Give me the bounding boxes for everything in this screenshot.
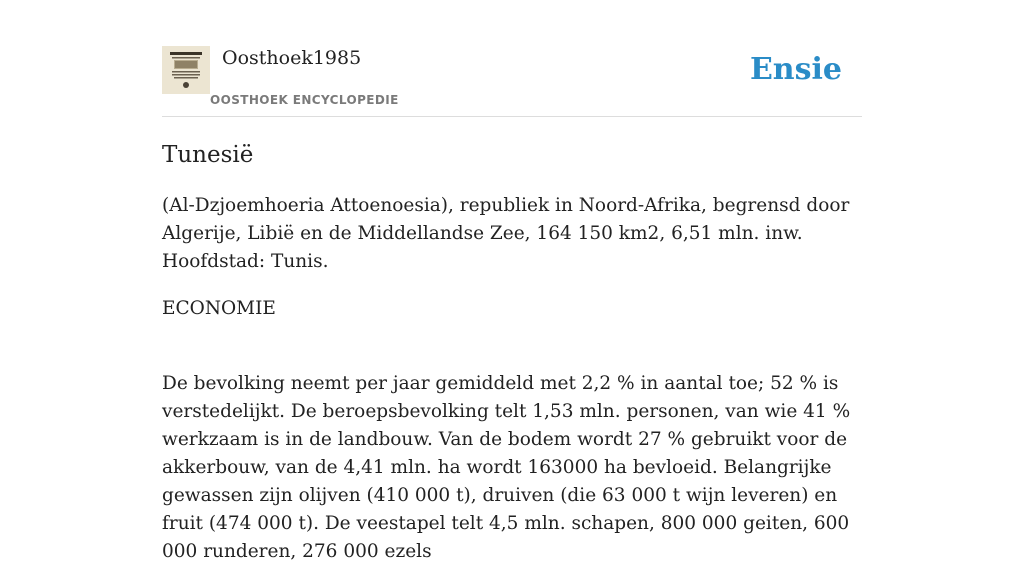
section-heading: ECONOMIE xyxy=(162,298,276,319)
book-cover-icon xyxy=(162,46,210,94)
ensie-logo[interactable]: Ensie xyxy=(749,52,842,87)
article-body xyxy=(162,192,862,585)
page-container xyxy=(162,0,862,562)
section-spacer xyxy=(162,342,862,370)
entry-header xyxy=(162,46,862,117)
source-label[interactable]: OOSTHOEK ENCYCLOPEDIE xyxy=(210,93,399,107)
intro-paragraph: (Al-Dzjoemhoeria Attoenoesia), republiek in Noord-Afrika, begrensd door Algerije, Libië en de Middellandse Zee, 164 150 km2, 6,51 mln. inw. Hoofdstad: Tunis. xyxy=(162,195,850,272)
page-title: Tunesië xyxy=(162,142,254,168)
author-username[interactable]: Oosthoek1985 xyxy=(222,47,362,69)
avatar[interactable] xyxy=(162,46,210,94)
section-paragraph: De bevolking neemt per jaar gemiddeld met 2,2 % in aantal toe; 52 % is verstedelijkt. De beroepsbevolking telt 1,53 mln. personen, van wie 41 % werkzaam is in de landbouw. Van de bodem wordt 27 % gebruikt voor de akkerbouw, van de 4,41 mln. ha wordt 163000 ha bevloeid. Belangrijke gewassen zijn olijven (410 000 t), druiven (die 63 000 t wijn leveren) en fruit (474 000 t). De veestapel telt 4,5 mln. schapen, 800 000 geiten, 600 000 runderen, 276 000 ezels xyxy=(162,373,851,562)
